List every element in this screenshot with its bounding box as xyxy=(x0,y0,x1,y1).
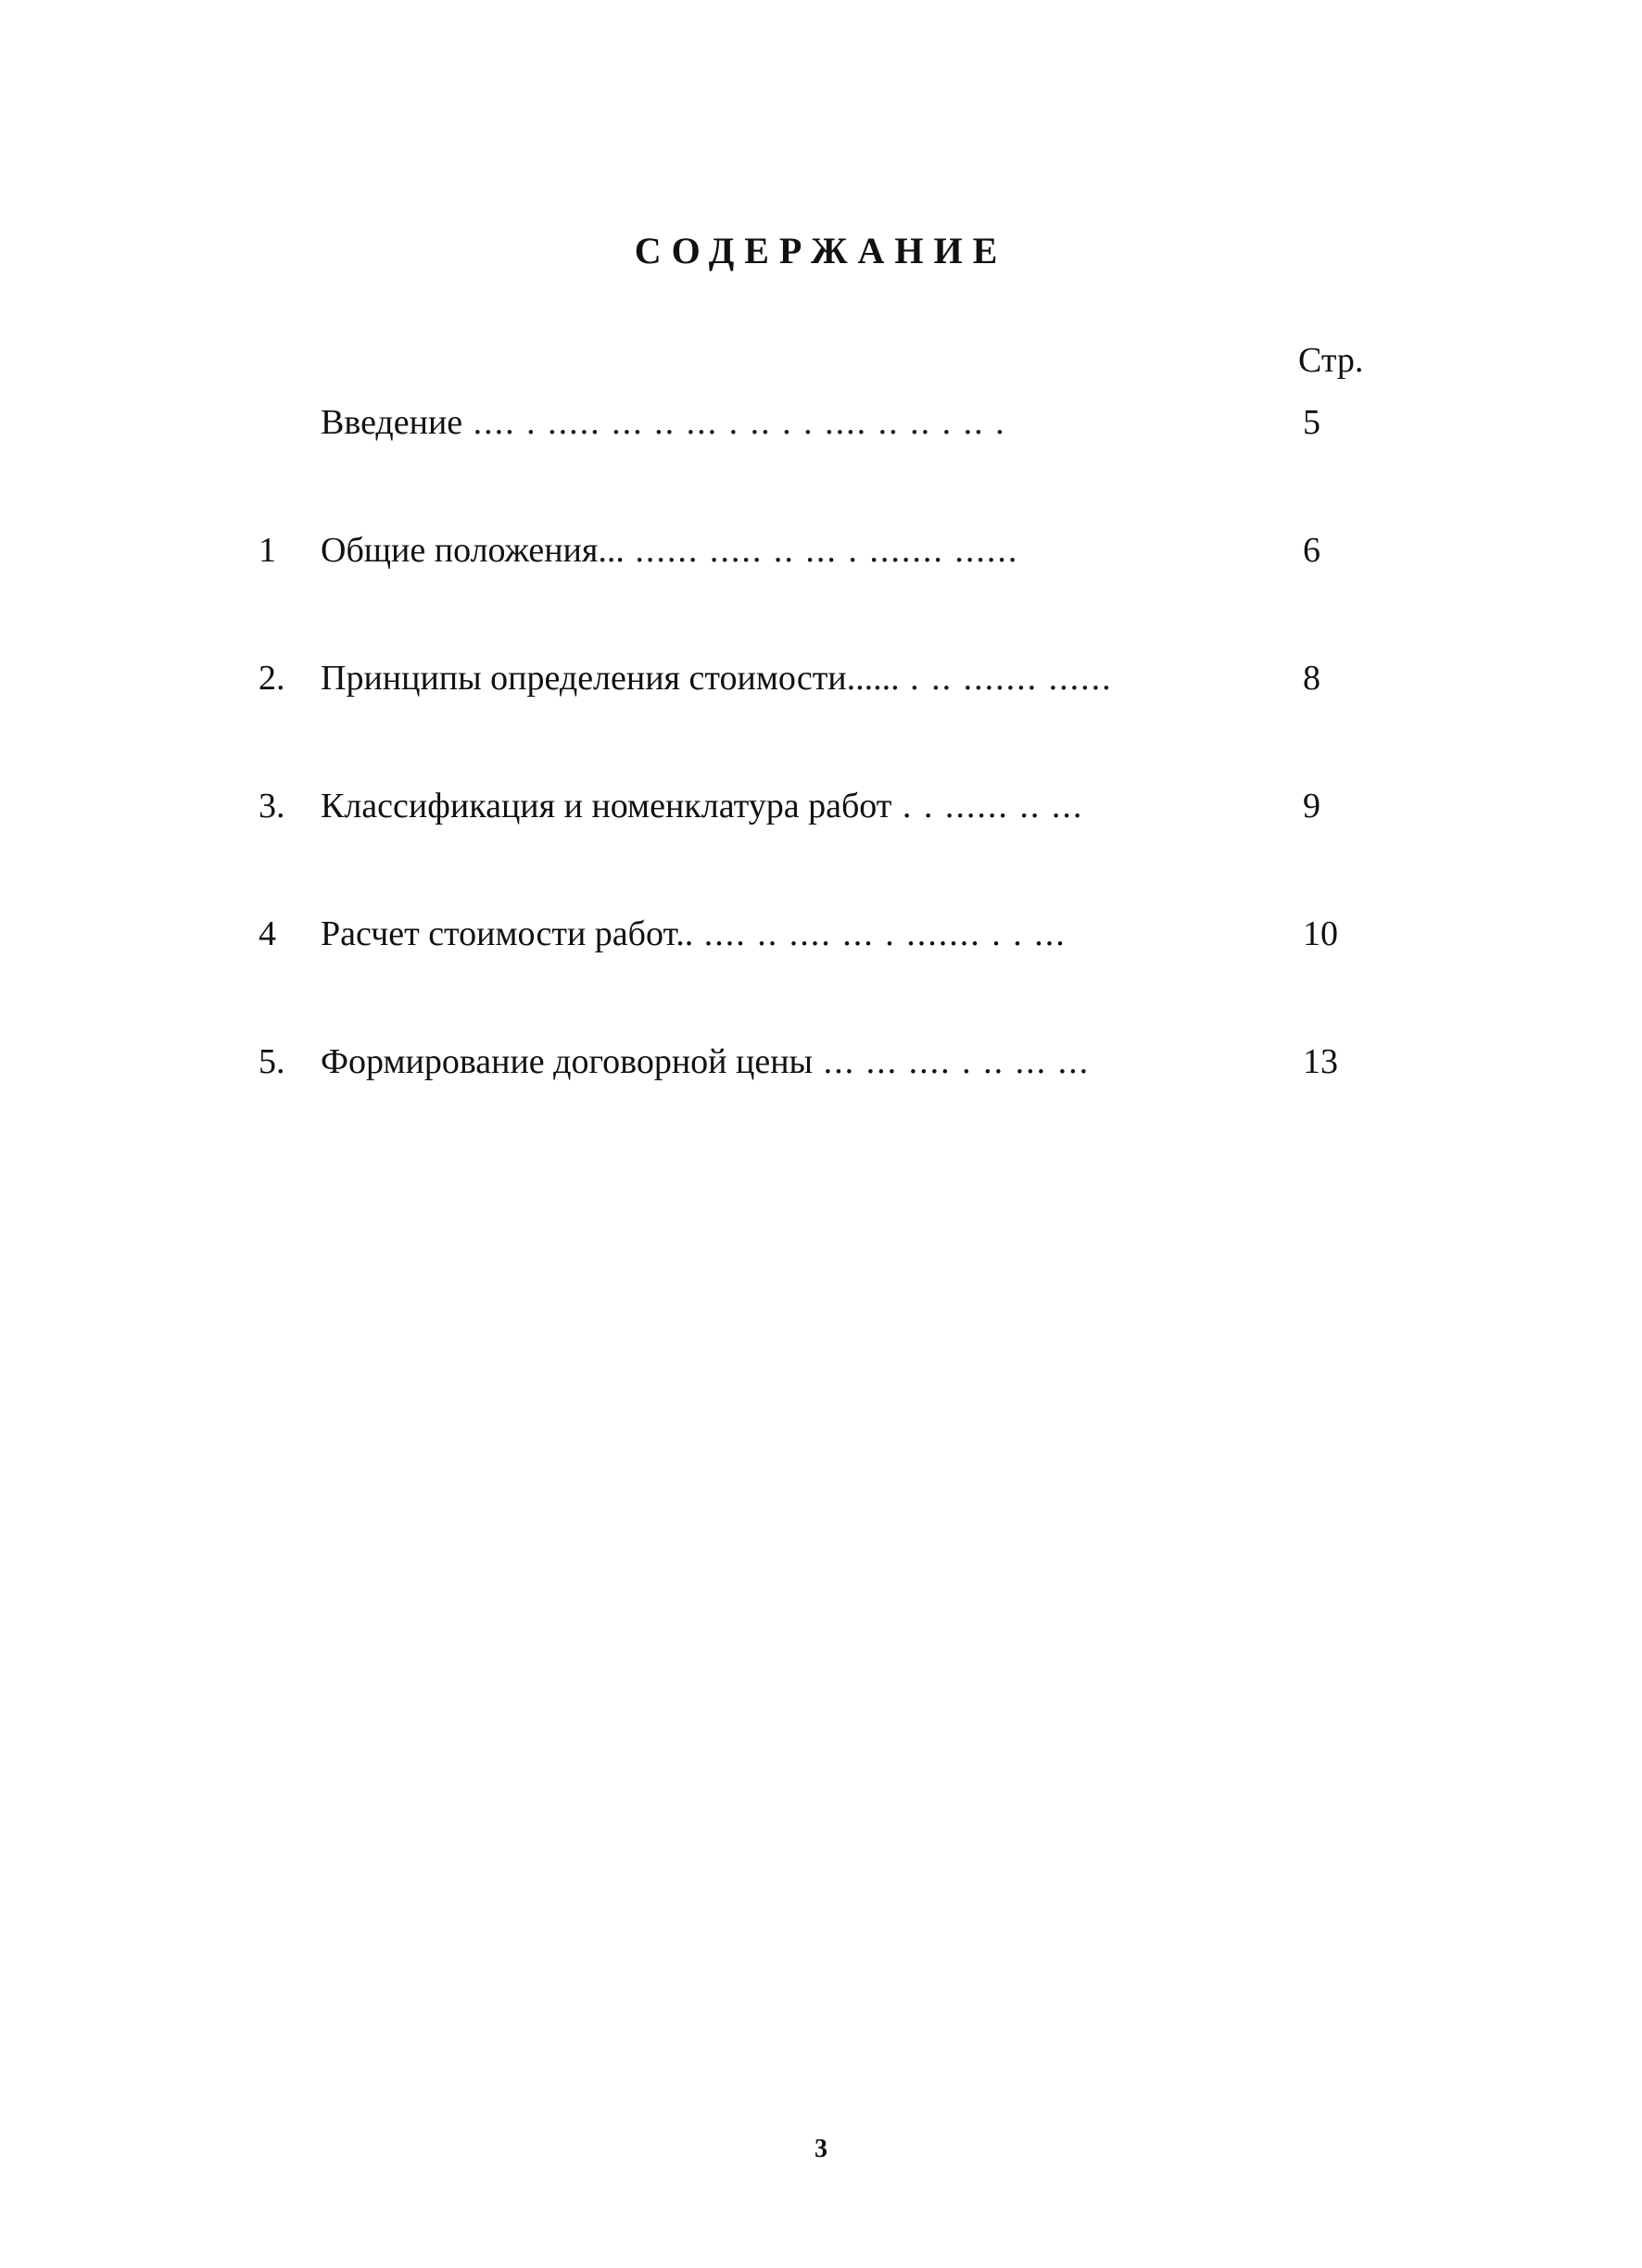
toc-entry-title: Принципы определения стоимости...... xyxy=(321,659,900,698)
toc-entry-number: 2. xyxy=(259,659,285,698)
toc-entry-leader: ... ... .... . .. ... ... xyxy=(813,1042,1091,1081)
toc-entry-number: 4 xyxy=(259,914,276,953)
toc-entry xyxy=(0,399,1642,446)
toc-entry-title-wrap xyxy=(321,527,1247,573)
toc-entry-leader: .... . ..... ... .. ... . .. . . .... .. .. . .. . xyxy=(462,403,1006,442)
toc-entry xyxy=(0,1039,1642,1085)
toc-entry-page: 10 xyxy=(1303,914,1338,953)
toc-entry xyxy=(0,783,1642,829)
toc-entry xyxy=(0,527,1642,573)
toc-entry-title-wrap xyxy=(321,783,1247,829)
toc-entry-title-wrap xyxy=(321,399,1247,446)
pages-column-header: Стр. xyxy=(1298,341,1364,380)
toc-entry-number: 5. xyxy=(259,1042,285,1081)
toc-entry-page: 5 xyxy=(1303,403,1320,442)
toc-entry-leader: ...... ..... .. ... . ....... ...... xyxy=(624,531,1019,570)
toc-entry-title: Расчет стоимости работ.. xyxy=(321,914,694,953)
document-title: СОДЕРЖАНИЕ xyxy=(634,230,1008,271)
toc-entry-title: Классификация и номенклатура работ xyxy=(321,787,892,825)
toc-entry-title: Формирование договорной цены xyxy=(321,1042,814,1081)
toc-entry-number: 1 xyxy=(259,531,276,570)
toc-entry-page: 9 xyxy=(1303,787,1320,825)
toc-entry-title-wrap xyxy=(321,911,1247,957)
toc-entry-title: Введение xyxy=(321,403,463,442)
toc-entry xyxy=(0,655,1642,701)
toc-entry-title-wrap xyxy=(321,1039,1247,1085)
page-number: 3 xyxy=(815,2135,827,2163)
toc-entry-title: Общие положения... xyxy=(321,531,625,570)
toc-entry-page: 6 xyxy=(1303,531,1320,570)
toc-entry xyxy=(0,911,1642,957)
toc-entry-leader: . .. ....... ...... xyxy=(899,659,1113,698)
toc-entry-leader: . . ...... .. ... xyxy=(891,787,1084,825)
toc-entry-title-wrap xyxy=(321,655,1247,701)
toc-entry-number: 3. xyxy=(259,787,285,825)
toc-entry-leader: .... .. .... ... . ....... . . ... xyxy=(693,914,1067,953)
toc-entry-page: 13 xyxy=(1303,1042,1338,1081)
toc-entry-page: 8 xyxy=(1303,659,1320,698)
